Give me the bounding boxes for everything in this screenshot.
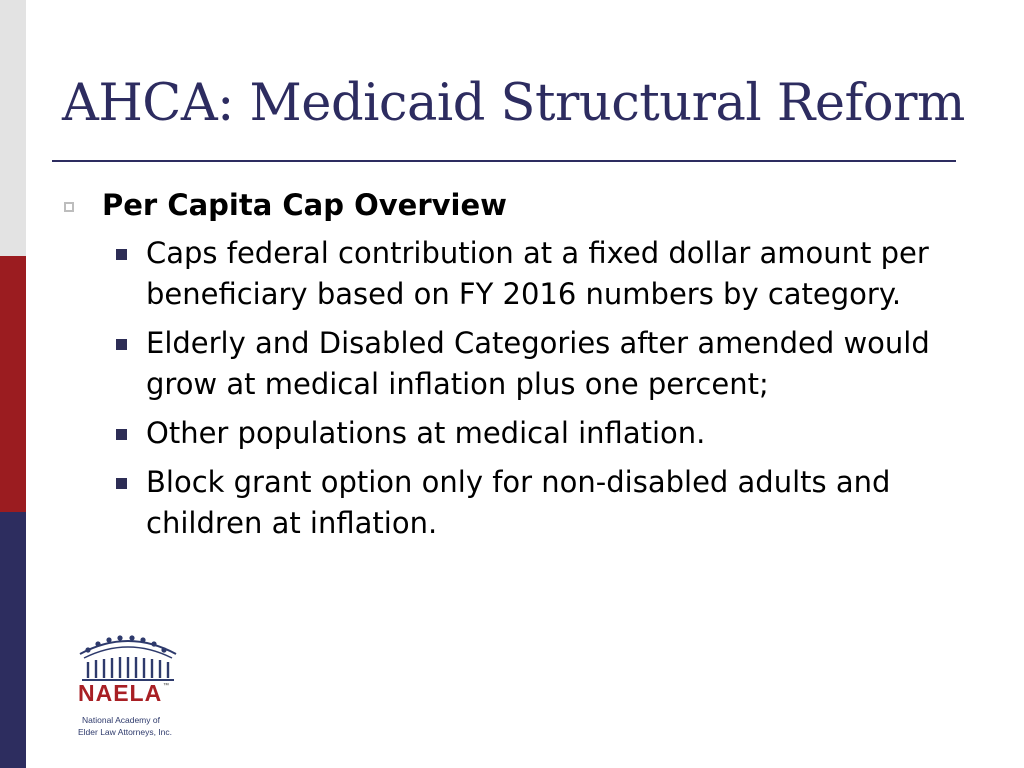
sub-bullet-text: Elderly and Disabled Categories after amended would grow at medical inflation plus one percent; bbox=[146, 326, 930, 401]
hollow-square-bullet-icon bbox=[64, 202, 74, 212]
filled-square-bullet-icon bbox=[116, 478, 127, 489]
sub-bullet-text: Block grant option only for non-disabled adults and children at inflation. bbox=[146, 465, 891, 540]
naela-logo bbox=[76, 632, 180, 744]
filled-square-bullet-icon bbox=[116, 249, 127, 260]
sub-bullet-item bbox=[62, 233, 962, 315]
side-bar-navy bbox=[0, 512, 26, 768]
filled-square-bullet-icon bbox=[116, 339, 127, 350]
bullet-per-capita-cap bbox=[62, 185, 962, 225]
slide-title: AHCA: Medicaid Structural Reform bbox=[62, 74, 965, 133]
bullet-heading: Per Capita Cap Overview bbox=[102, 188, 507, 222]
logo-trademark: ™ bbox=[163, 683, 169, 689]
title-underline bbox=[52, 160, 956, 162]
sub-bullet-list bbox=[62, 233, 962, 544]
logo-wordmark: NAELA bbox=[78, 680, 163, 706]
slide-content bbox=[62, 185, 962, 544]
side-bar-red bbox=[0, 256, 26, 512]
sub-bullet-text: Caps federal contribution at a fixed dollar amount per beneficiary based on FY 2016 numbers by category. bbox=[146, 236, 929, 311]
side-bar-grey bbox=[0, 0, 26, 256]
sub-bullet-item bbox=[62, 323, 962, 405]
logo-caption-line-2: Elder Law Attorneys, Inc. bbox=[78, 727, 173, 737]
filled-square-bullet-icon bbox=[116, 429, 127, 440]
sub-bullet-text: Other populations at medical inflation. bbox=[146, 416, 706, 450]
sub-bullet-item bbox=[62, 462, 962, 544]
naela-logo-icon bbox=[76, 632, 180, 682]
logo-caption-line-1: National Academy of bbox=[82, 715, 160, 725]
sub-bullet-item bbox=[62, 413, 962, 454]
